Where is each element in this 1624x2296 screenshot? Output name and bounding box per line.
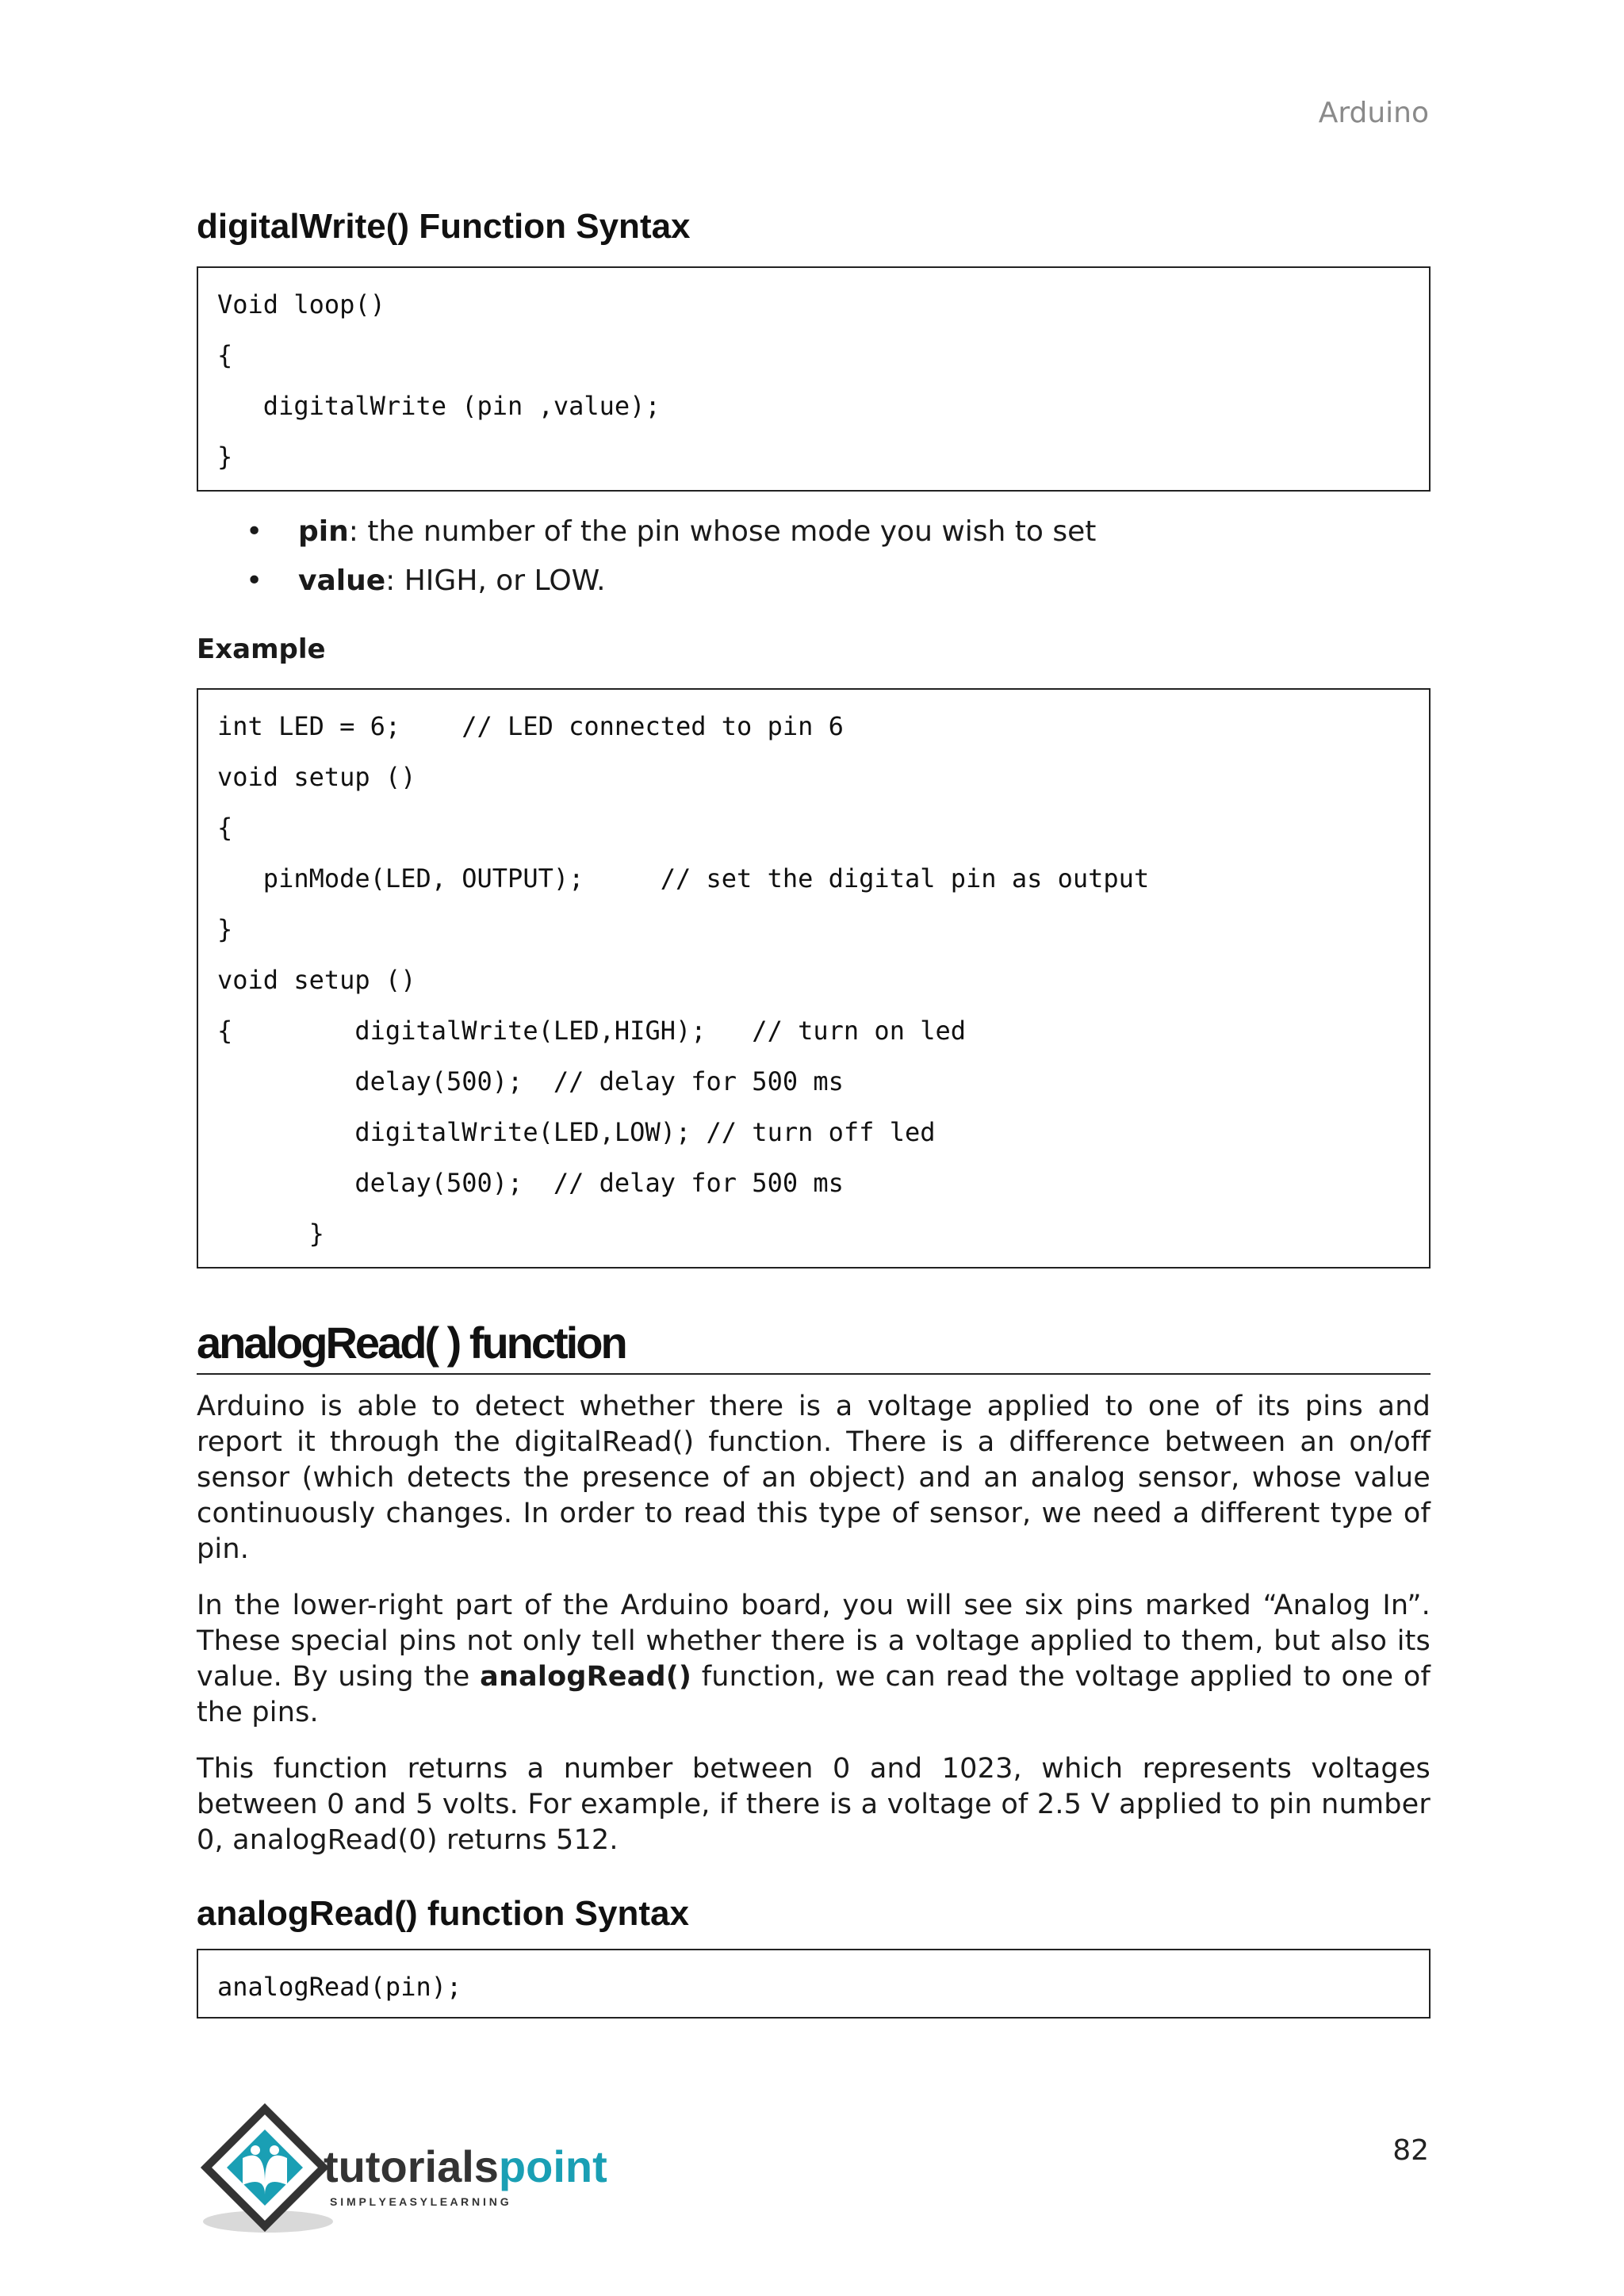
code-line: delay(500); // delay for 500 ms [217, 1066, 844, 1096]
paragraph-text: function, we can read the voltage applied to one of the pins. [197, 1661, 1431, 1728]
paragraph: This function returns a number between 0 and 1023, which represents voltages between 0 and 5 volts. For example, if there is a voltage of 2.5 V applied to pin number 0, analogRead(0) returns 512. [197, 1753, 1431, 1856]
parameter-term: pin [298, 515, 349, 548]
code-line: } [217, 442, 233, 472]
code-line: digitalWrite (pin ,value); [217, 391, 661, 421]
paragraph-bold-text: analogRead() [480, 1661, 692, 1693]
example-label: Example [197, 633, 326, 665]
code-line: delay(500); // delay for 500 ms [217, 1168, 844, 1198]
code-line: { digitalWrite(LED,HIGH); // turn on led [217, 1016, 967, 1046]
logo-wordmark-main: tutorials [324, 2141, 499, 2191]
code-line: { [217, 813, 233, 843]
parameter-list [197, 507, 1431, 606]
paragraph: Arduino is able to detect whether there is a voltage applied to one of its pins and report it through the digitalRead() function. There is a difference between an on/off sensor (which detects the presence of an object) and an analog sensor, whose value continuously changes. In order to read this type of sensor, we need a different type of pin. [197, 1391, 1431, 1565]
code-line: analogRead(pin); [217, 1972, 462, 2002]
parameter-item-pin [246, 507, 1431, 557]
parameter-item-value [246, 557, 1431, 606]
logo-wordmark [324, 2141, 607, 2191]
digitalwrite-syntax-code [197, 266, 1431, 492]
logo-dot-icon [251, 2145, 260, 2155]
page-number: 82 [1392, 2134, 1429, 2167]
parameter-description: : HIGH, or LOW. [385, 564, 606, 597]
bullet-dot: • [246, 515, 263, 548]
code-line: } [217, 1219, 324, 1249]
digitalwrite-syntax-heading: digitalWrite() Function Syntax [197, 207, 691, 246]
code-line: Void loop() [217, 289, 385, 320]
analogread-section-heading: analogRead( ) function [197, 1316, 1431, 1375]
parameter-description: : the number of the pin whose mode you wish to set [348, 515, 1097, 548]
running-header: Arduino [1318, 97, 1429, 129]
paragraph-text: In the lower-right part of the Arduino board, you will see six pins marked “Analog In”. These special pins not only tell whether there is a voltage applied to them, but also its value. By using the [197, 1590, 1431, 1693]
paragraph [197, 1588, 1431, 1731]
code-line: void setup () [217, 762, 416, 792]
code-line: pinMode(LED, OUTPUT); // set the digital pin as output [217, 863, 1150, 894]
code-line: void setup () [217, 965, 416, 995]
logo-wordmark-accent: point [498, 2141, 607, 2191]
analogread-syntax-code [197, 1949, 1431, 2019]
bullet-dot: • [246, 564, 263, 597]
example-code [197, 688, 1431, 1269]
logo-tagline: S I M P L Y E A S Y L E A R N I N G [330, 2195, 509, 2208]
code-line: digitalWrite(LED,LOW); // turn off led [217, 1117, 936, 1147]
analogread-syntax-heading: analogRead() function Syntax [197, 1894, 689, 1933]
page-content [197, 205, 1431, 2019]
code-line: } [217, 914, 233, 944]
logo-dot-icon [270, 2145, 279, 2155]
code-line: { [217, 340, 233, 370]
tutorialspoint-logo [197, 2103, 625, 2237]
parameter-term: value [298, 564, 386, 597]
code-line: int LED = 6; // LED connected to pin 6 [217, 711, 844, 741]
